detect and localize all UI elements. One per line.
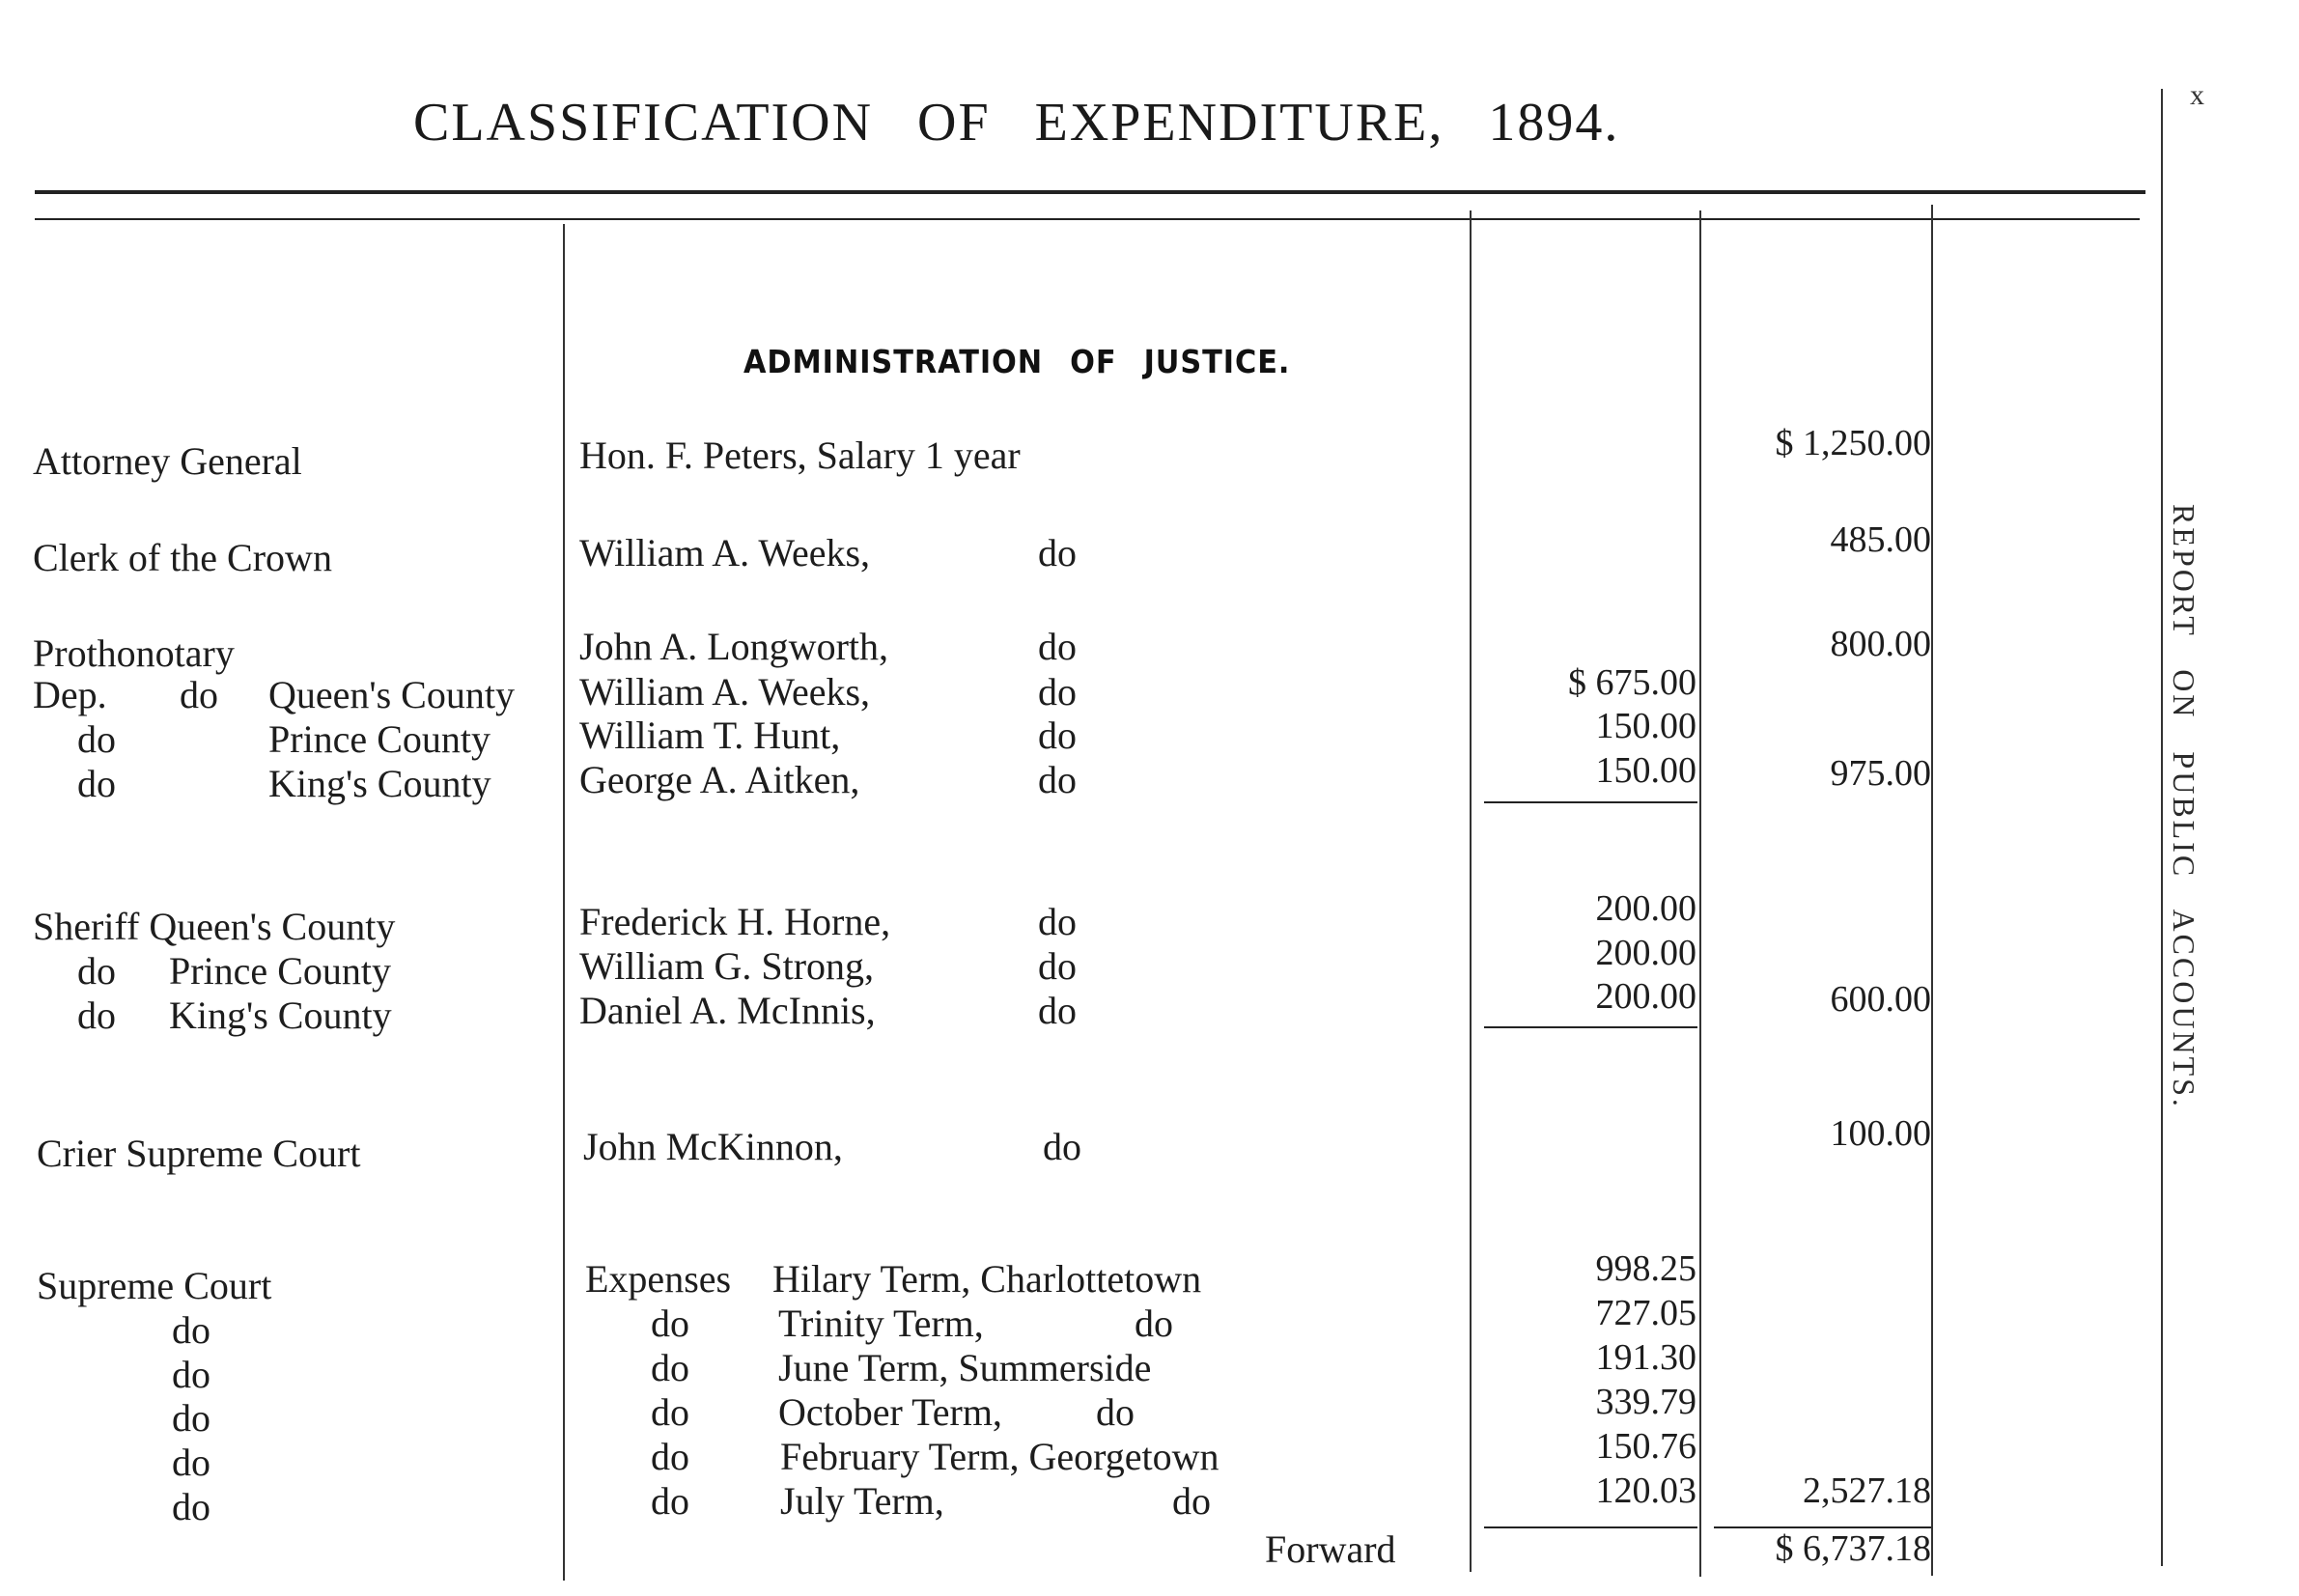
- payee-ditto: do: [651, 1302, 689, 1345]
- subtotal-rule-sheriff: [1484, 1026, 1697, 1028]
- payee-ditto: do: [651, 1346, 689, 1389]
- detail-amount: 191.30: [1595, 1337, 1696, 1378]
- payee-label: William A. Weeks,: [579, 670, 871, 714]
- detail-amount: 200.00: [1595, 976, 1696, 1017]
- ditto-mark: do: [1038, 989, 1077, 1032]
- office-ditto: do: [77, 717, 116, 761]
- office-ditto: do: [77, 762, 116, 805]
- office-label: Prince County: [268, 717, 491, 761]
- office-label: Sheriff Queen's County: [33, 905, 396, 948]
- payee-ditto: do: [651, 1390, 689, 1434]
- office-ditto: do: [172, 1485, 210, 1528]
- ditto-mark: do: [1172, 1479, 1211, 1523]
- office-ditto: do: [172, 1441, 210, 1484]
- detail-amount: 200.00: [1595, 888, 1696, 929]
- column-rule-detail: [1699, 210, 1701, 1577]
- payee-label: Hon. F. Peters, Salary 1 year: [579, 434, 1021, 477]
- office-ditto: do: [172, 1308, 210, 1352]
- office-label: Clerk of the Crown: [33, 536, 332, 579]
- section-heading: ADMINISTRATION OF JUSTICE.: [743, 343, 1291, 380]
- office-ditto: do: [77, 949, 116, 993]
- forward-label: Forward: [1265, 1527, 1396, 1571]
- total-amount: 485.00: [1830, 519, 1931, 560]
- side-caption: REPORT ON PUBLIC ACCOUNTS.: [2167, 504, 2201, 1109]
- office-label: Prothonotary: [33, 631, 235, 675]
- detail-amount: $ 675.00: [1568, 662, 1696, 703]
- detail-amount: 200.00: [1595, 933, 1696, 973]
- ditto-mark: do: [1043, 1125, 1081, 1168]
- payee-ditto: do: [651, 1479, 689, 1523]
- page-mark: x: [2190, 79, 2204, 111]
- ditto-mark: do: [1038, 531, 1077, 574]
- office-label: King's County: [169, 994, 392, 1037]
- payee-label: William G. Strong,: [579, 944, 875, 988]
- ditto-mark: do: [1038, 900, 1077, 943]
- office-ditto: do: [77, 994, 116, 1037]
- total-amount: $ 1,250.00: [1775, 423, 1931, 463]
- forward-total: $ 6,737.18: [1775, 1528, 1931, 1569]
- office-label: Attorney General: [33, 439, 302, 483]
- detail-amount: 339.79: [1595, 1382, 1696, 1422]
- detail-amount: 150.00: [1595, 750, 1696, 791]
- detail-amount: 150.00: [1595, 706, 1696, 746]
- office-prefix: Dep.: [33, 673, 107, 716]
- ditto-mark: do: [1038, 944, 1077, 988]
- column-rule-margin: [2161, 89, 2163, 1566]
- detail-amount: 727.05: [1595, 1293, 1696, 1333]
- column-rule-payee: [1470, 210, 1472, 1572]
- payee-label: October Term,: [778, 1390, 1002, 1434]
- office-ditto: do: [172, 1353, 210, 1396]
- payee-prefix: Expenses: [585, 1257, 732, 1301]
- payee-label: June Term, Summerside: [778, 1346, 1152, 1389]
- payee-label: William T. Hunt,: [579, 714, 841, 757]
- header-rule-thick: [35, 190, 2145, 194]
- payee-label: Frederick H. Horne,: [579, 900, 891, 943]
- header-rule-thin: [35, 218, 2140, 220]
- office-label: Crier Supreme Court: [37, 1132, 361, 1175]
- payee-label: John McKinnon,: [583, 1125, 843, 1168]
- total-amount: 600.00: [1830, 979, 1931, 1020]
- payee-label: William A. Weeks,: [579, 531, 871, 574]
- payee-label: February Term, Georgetown: [780, 1435, 1220, 1478]
- total-amount: 2,527.18: [1803, 1470, 1931, 1511]
- payee-label: July Term,: [780, 1479, 944, 1523]
- payee-label: George A. Aitken,: [579, 758, 860, 801]
- office-label: Queen's County: [268, 673, 515, 716]
- subtotal-rule-supreme: [1484, 1526, 1697, 1528]
- ditto-mark: do: [1038, 714, 1077, 757]
- ditto-mark: do: [1135, 1302, 1173, 1345]
- ditto-mark: do: [1038, 670, 1077, 714]
- payee-ditto: do: [651, 1435, 689, 1478]
- payee-label: John A. Longworth,: [579, 625, 888, 668]
- total-amount: 975.00: [1830, 753, 1931, 794]
- subtotal-rule-prothonotary: [1484, 801, 1697, 803]
- total-amount: 100.00: [1830, 1113, 1931, 1154]
- office-ditto: do: [172, 1396, 210, 1440]
- ditto-mark: do: [1038, 625, 1077, 668]
- payee-label: Trinity Term,: [778, 1302, 984, 1345]
- office-label: Prince County: [169, 949, 391, 993]
- office-label: King's County: [268, 762, 491, 805]
- office-label: Supreme Court: [37, 1264, 272, 1307]
- column-rule-total: [1931, 205, 1933, 1576]
- page-title: CLASSIFICATION OF EXPENDITURE, 1894.: [413, 93, 1620, 153]
- payee-label: Daniel A. McInnis,: [579, 989, 876, 1032]
- ditto-mark: do: [1038, 758, 1077, 801]
- column-rule-office: [563, 224, 565, 1581]
- ditto-mark: do: [1096, 1390, 1135, 1434]
- detail-amount: 150.76: [1595, 1426, 1696, 1467]
- total-amount: 800.00: [1830, 624, 1931, 664]
- detail-amount: 120.03: [1595, 1470, 1696, 1511]
- office-ditto: do: [180, 673, 218, 716]
- payee-label: Hilary Term, Charlottetown: [772, 1257, 1202, 1301]
- detail-amount: 998.25: [1595, 1248, 1696, 1289]
